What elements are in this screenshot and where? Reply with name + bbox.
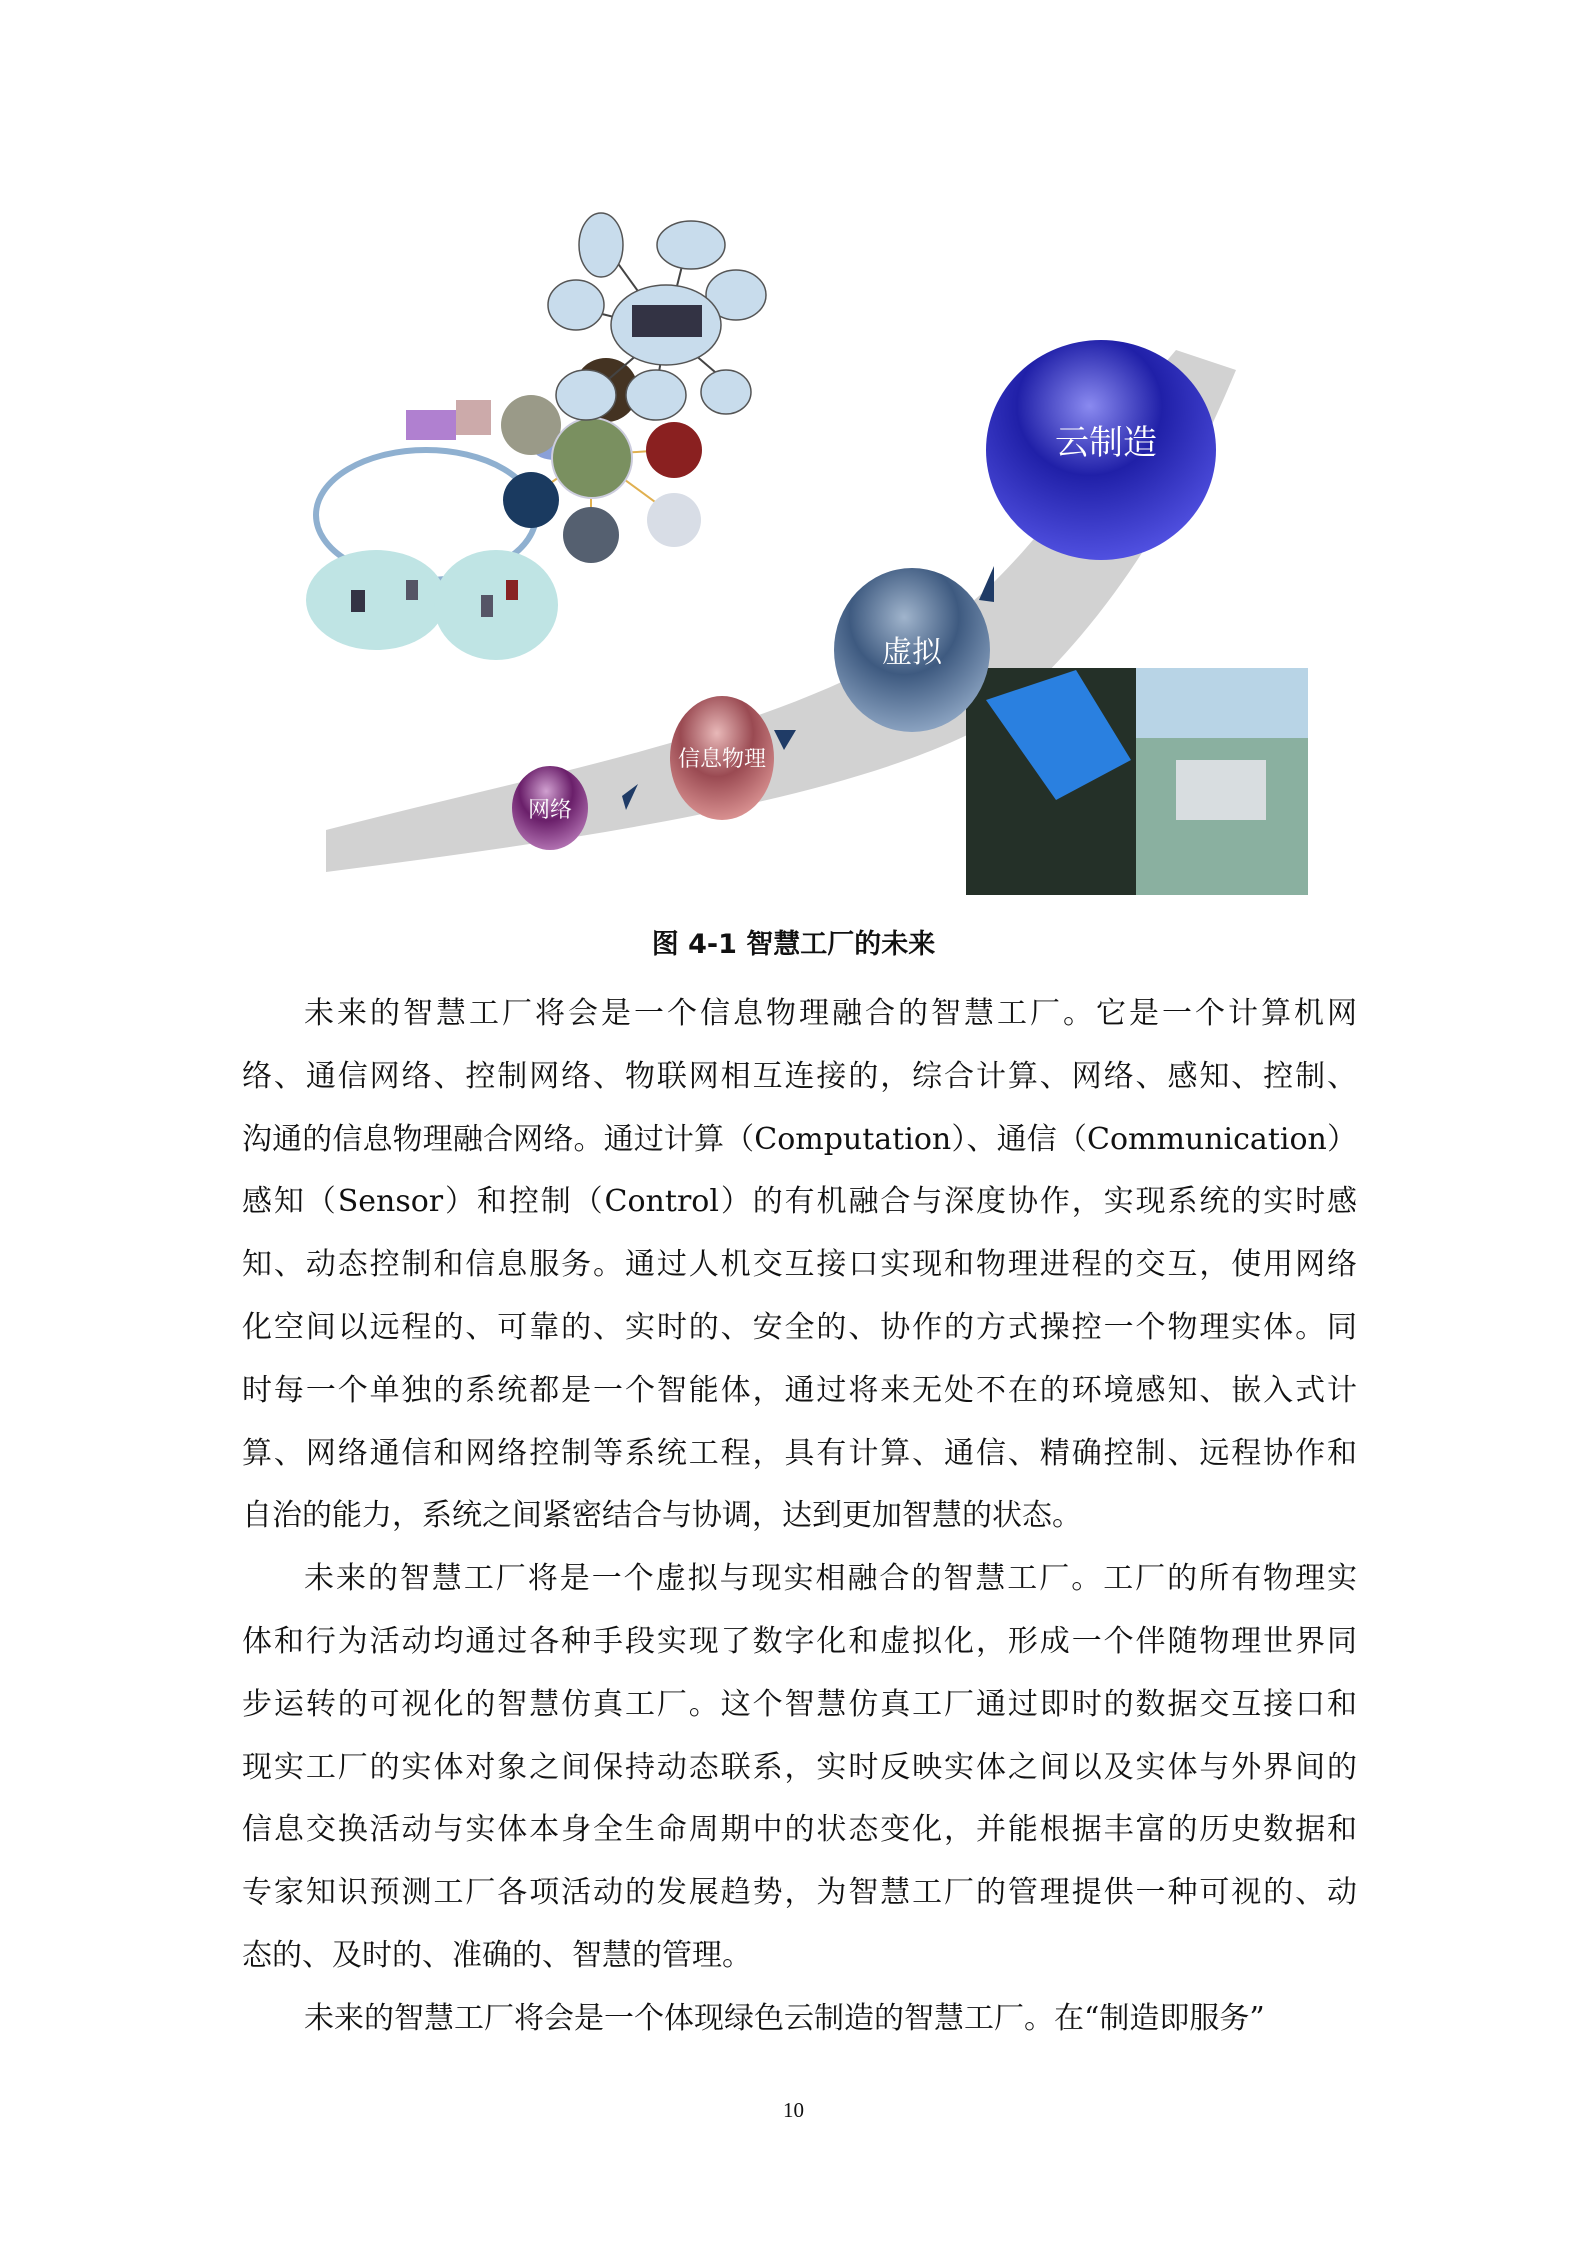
factory-3d-images [966, 668, 1308, 895]
smart-factory-figure [296, 200, 1308, 900]
paragraph-line: 沟通的信息物理融合网络。通过计算（Computation）、通信（Communication） [242, 1121, 1357, 1157]
paragraph-line: 步运转的可视化的智慧仿真工厂。这个智慧仿真工厂通过即时的数据交互接口和 [242, 1686, 1357, 1722]
sphere-label-cps: 信息物理 [677, 747, 767, 772]
paragraph-line: 体和行为活动均通过各种手段实现了数字化和虚拟化，形成一个伴随物理世界同 [242, 1623, 1357, 1659]
paragraph-line: 知、动态控制和信息服务。通过人机交互接口实现和物理进程的交互，使用网络 [242, 1247, 1357, 1283]
figure-caption: 图 4-1 智慧工厂的未来 [651, 929, 936, 960]
paragraph-line: 时每一个单独的系统都是一个智能体，通过将来无处不在的环境感知、嵌入式计 [242, 1372, 1357, 1408]
paragraph-line: 感知（Sensor）和控制（Control）的有机融合与深度协作，实现系统的实时感 [242, 1184, 1357, 1220]
paragraph-line: 未来的智慧工厂将会是一个信息物理融合的智慧工厂。它是一个计算机网 [304, 996, 1357, 1031]
sphere-cloud [986, 340, 1216, 560]
sphere-cps [670, 696, 774, 820]
page-number: 10 [783, 2098, 804, 2122]
paragraph-line: 未来的智慧工厂将会是一个体现绿色云制造的智慧工厂。在“制造即服务” [304, 2000, 1265, 2036]
sphere-virtual [834, 568, 990, 732]
paragraph-line: 未来的智慧工厂将是一个虚拟与现实相融合的智慧工厂。工厂的所有物理实 [304, 1561, 1357, 1597]
paragraph-line: 信息交换活动与实体本身全生命周期中的状态变化，并能根据丰富的历史数据和 [242, 1812, 1357, 1848]
figure-graphic [296, 200, 1308, 900]
sphere-label-cloud: 云制造 [1055, 423, 1157, 463]
paragraph-line: 态的、及时的、准确的、智慧的管理。 [242, 1937, 752, 1973]
arrow-icon [979, 566, 994, 602]
sphere-network [512, 766, 588, 850]
cloud-network-diagram [548, 213, 766, 420]
paragraph-line: 化空间以远程的、可靠的、实时的、安全的、协作的方式操控一个物理实体。同 [242, 1309, 1357, 1345]
body-text [242, 983, 1357, 2051]
sphere-label-virtual: 虚拟 [882, 635, 942, 670]
sphere-label-network: 网络 [527, 798, 573, 823]
paragraph-line: 专家知识预测工厂各项活动的发展趋势，为智慧工厂的管理提供一种可视的、动 [242, 1875, 1357, 1911]
paragraph-line: 络、通信网络、控制网络、物联网相互连接的，综合计算、网络、感知、控制、 [242, 1058, 1357, 1094]
paragraph-line: 自治的能力，系统之间紧密结合与协调，达到更加智慧的状态。 [242, 1498, 1082, 1534]
paragraph-line: 算、网络通信和网络控制等系统工程，具有计算、通信、精确控制、远程协作和 [242, 1435, 1357, 1471]
paragraph-line: 现实工厂的实体对象之间保持动态联系，实时反映实体之间以及实体与外界间的 [242, 1749, 1357, 1785]
